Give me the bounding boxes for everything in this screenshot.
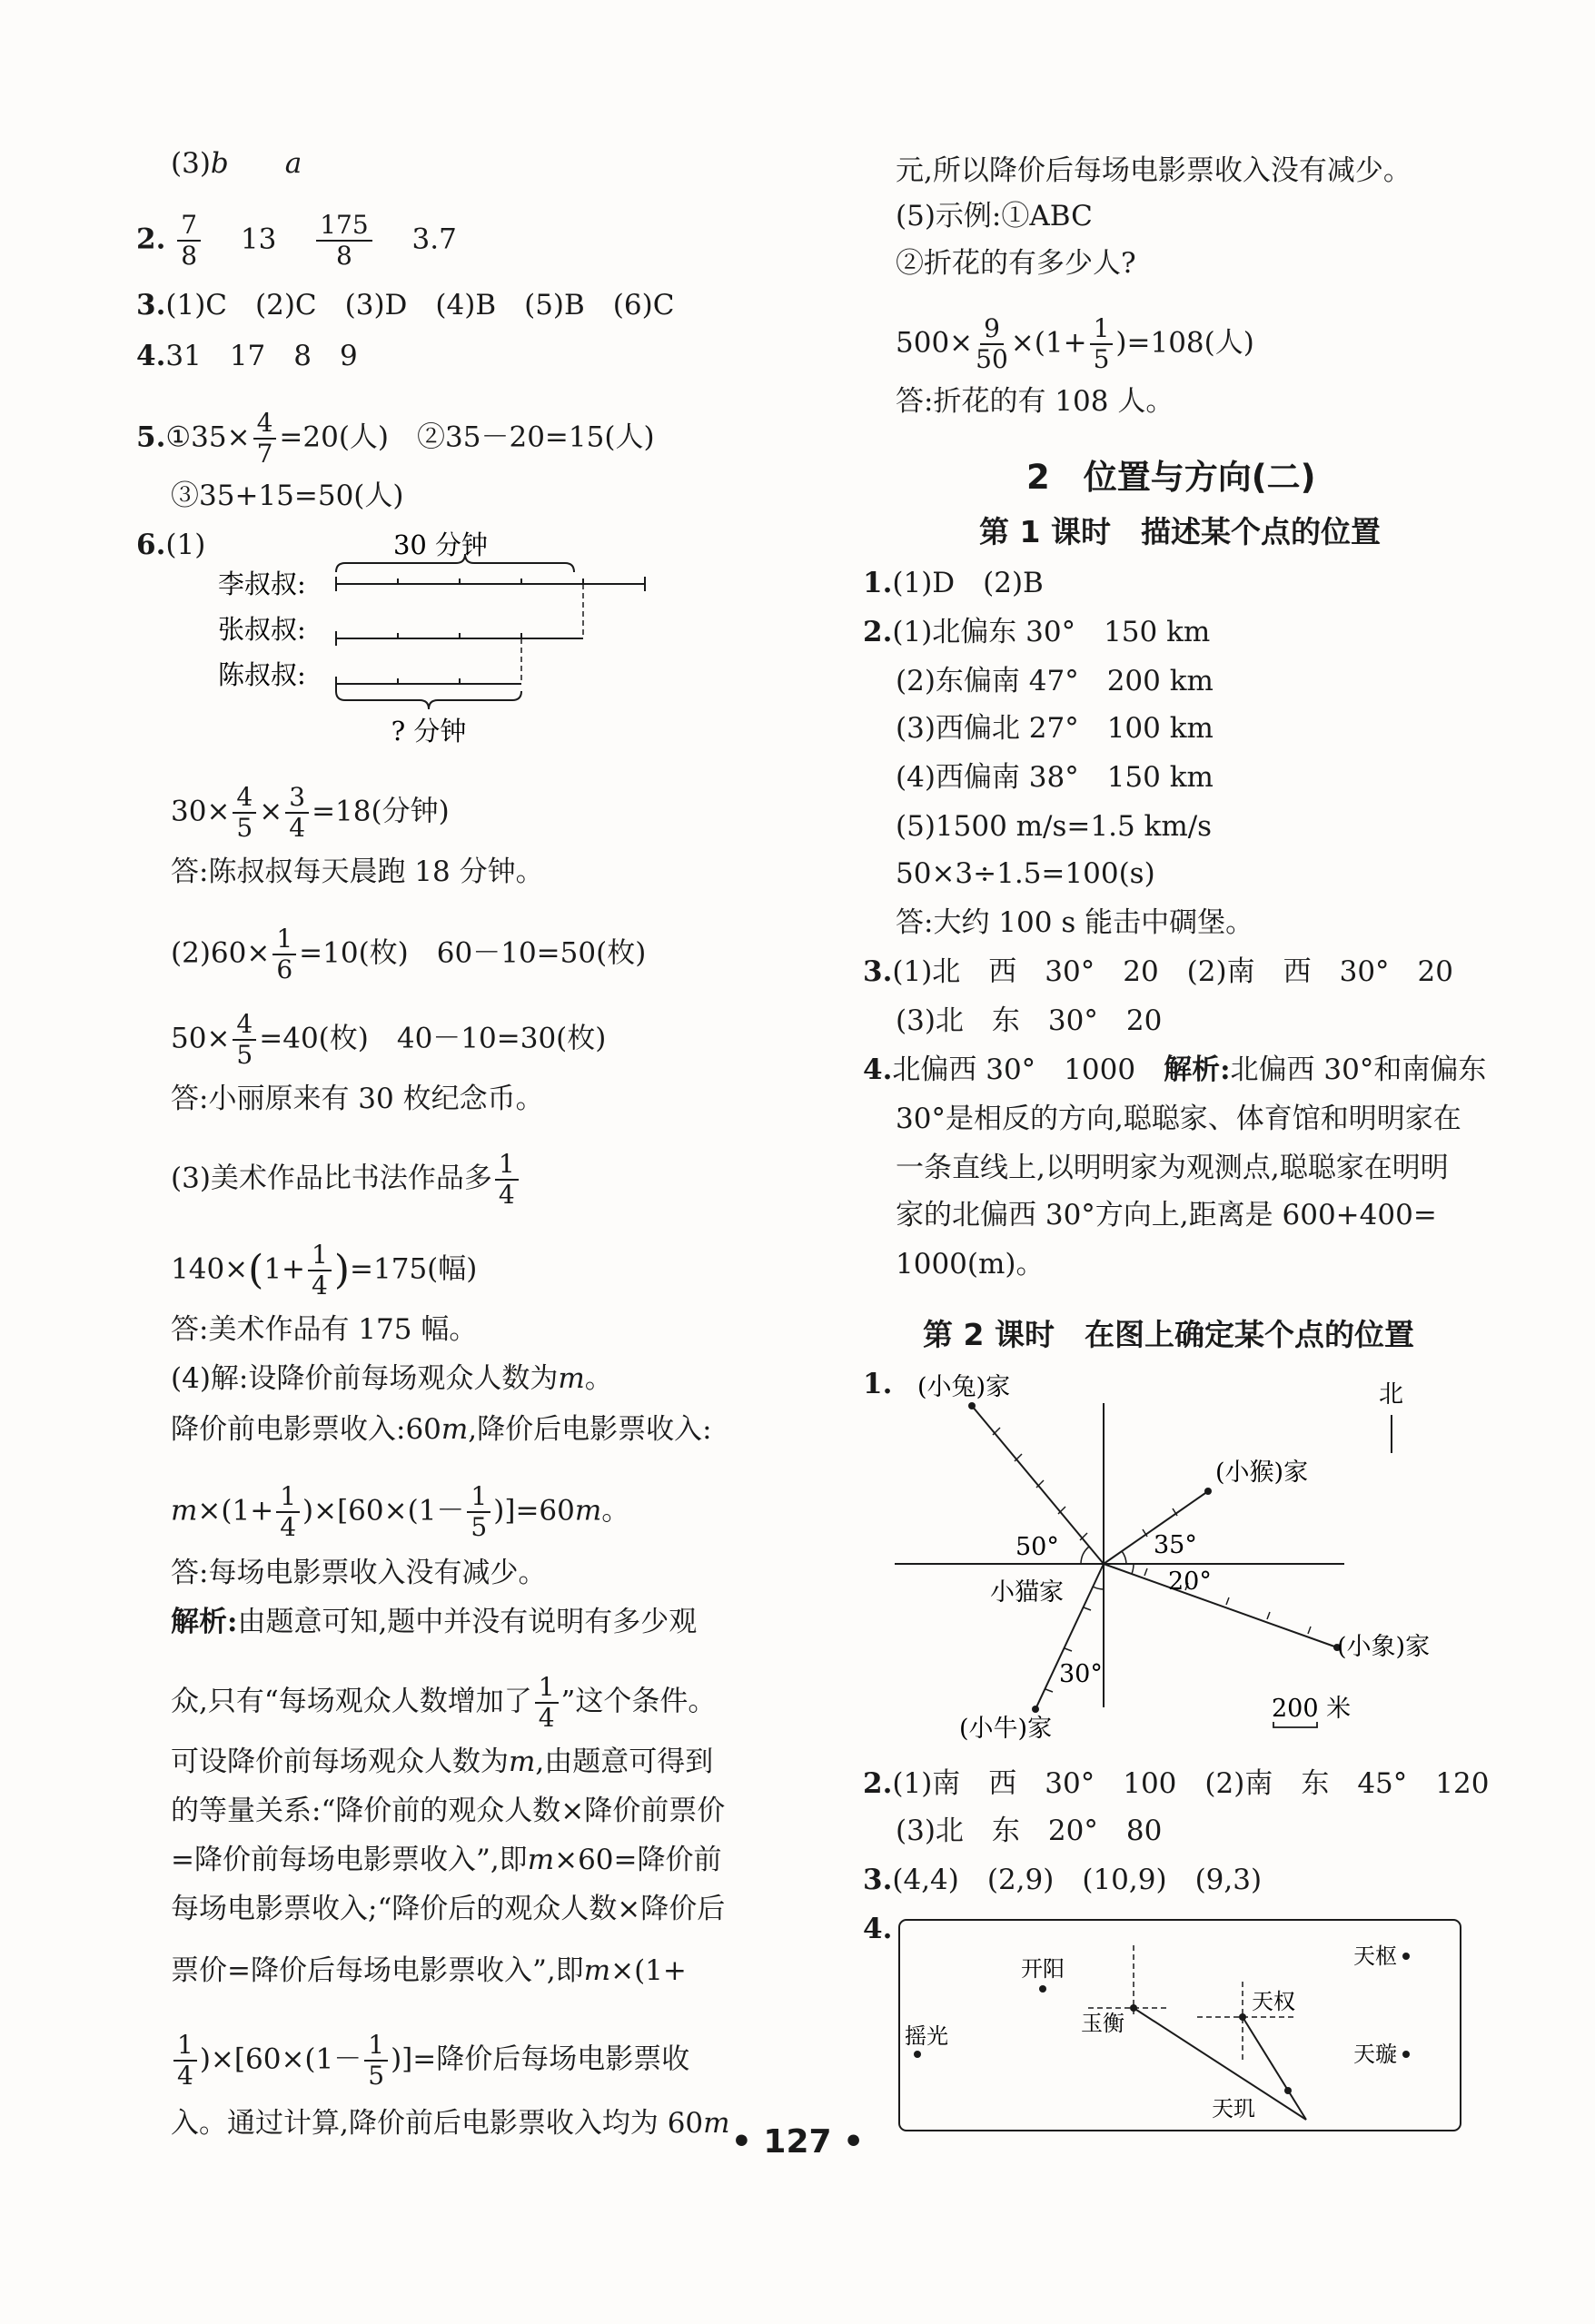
s2-line4: (4)西偏南 38° 150 km [896, 761, 1214, 794]
fraction: $\frac{4}{7}$ [253, 409, 277, 469]
section-heading: 2 位置与方向(二) [1026, 458, 1316, 497]
t2-line2: (3)北 东 20° 80 [896, 1815, 1163, 1847]
label-elephant: (小象)家 [1337, 1633, 1431, 1661]
row-label-chen: 陈叔叔: [218, 659, 306, 690]
r-line1: 元,所以降价后每场电影票收入没有减少。 [896, 154, 1412, 187]
explanation-line3: 可设降价前每场观众人数为m,由题意可得到 [171, 1745, 714, 1778]
fraction: $\frac{4}{5}$ [233, 783, 256, 843]
label-rabbit: (小兔)家 [917, 1373, 1011, 1401]
scale-label: 200 米 [1272, 1695, 1352, 1723]
s4-line5: 1000(m)。 [896, 1248, 1045, 1281]
star-yuheng: 玉衡 [1081, 2011, 1124, 2036]
q6-calc4: 140×(1+ $\frac{1}{4}$ )=175(幅) [171, 1240, 478, 1300]
s2-line6: 50×3÷1.5=100(s) [896, 857, 1155, 890]
explanation-line9: 入。通过计算,降价前后电影票收入均为 60m [171, 2107, 730, 2140]
angle-20: 20° [1168, 1567, 1212, 1596]
q6-calc2: (2)60× $\frac{1}{6}$ =10(枚) 60－10=50(枚) [171, 924, 647, 984]
explanation-line8: $\frac{1}{4}$ )×[60×(1－ $\frac{1}{5}$ )]=降价后每场电影票收 [171, 2031, 689, 2091]
t4-num: 4. [863, 1913, 893, 1945]
star-tianshu: 天枢 [1353, 1943, 1397, 1969]
fraction: $\frac{1}{6}$ [272, 925, 296, 984]
star-tianquan: 天权 [1252, 1989, 1295, 2014]
direction-diagram [872, 1362, 1471, 1762]
fraction: $\frac{4}{5}$ [233, 1010, 256, 1070]
q1-part3: (3)b a [171, 147, 302, 180]
star-kaiyang: 开阳 [1021, 1956, 1065, 1982]
segment-diagram [209, 522, 681, 758]
s2-line7: 答:大约 100 s 能击中碉堡。 [896, 906, 1254, 939]
explanation-line4: 的等量关系:“降价前的观众人数×降价前票价 [171, 1795, 726, 1827]
fraction: $\frac{1}{4}$ [535, 1673, 559, 1733]
fraction: $\frac{175}{8}$ [316, 211, 372, 271]
s2-line3: (3)西偏北 27° 100 km [896, 712, 1214, 745]
row-label-zhang: 张叔叔: [218, 614, 306, 645]
s4-line3: 一条直线上,以明明家为观测点,聪聪家在明明 [896, 1152, 1449, 1184]
fraction: $\frac{1}{4}$ [495, 1150, 519, 1210]
s4-line2: 30°是相反的方向,聪聪家、体育馆和明明家在 [896, 1103, 1461, 1135]
t1-num: 1. [863, 1368, 893, 1400]
t2-line1: 2.(1)南 西 30° 100 (2)南 东 45° 120 [863, 1767, 1490, 1800]
fraction: $\frac{1}{4}$ [276, 1482, 300, 1542]
fraction: $\frac{1}{4}$ [308, 1241, 332, 1300]
s2-line2: (2)东偏南 47° 200 km [896, 665, 1214, 697]
explanation-line1: 解析:由题意可知,题中并没有说明有多少观 [171, 1606, 698, 1638]
star-tianji: 天玑 [1212, 2096, 1255, 2121]
q5: 5.①35× $\frac{4}{7}$ =20(人) ②35－20=15(人) [136, 408, 655, 469]
r-line3: ②折花的有多少人? [896, 247, 1136, 280]
s4-line4: 家的北偏西 30°方向上,距离是 600+400= [896, 1199, 1437, 1231]
explanation-line7: 票价=降价后每场电影票收入”,即m×(1+ [171, 1954, 687, 1987]
angle-50: 50° [1015, 1533, 1059, 1561]
s2-line5: (5)1500 m/s=1.5 km/s [896, 810, 1213, 843]
fraction: $\frac{9}{50}$ [976, 313, 1008, 374]
q6-part4-line2: 降价前电影票收入:60m,降价后电影票收入: [171, 1413, 712, 1446]
q6-calc1: 30× $\frac{4}{5}$ × $\frac{3}{4}$ =18(分钟) [171, 782, 450, 843]
q6-part4-line3: m×(1+ $\frac{1}{4}$ )×[60×(1－ $\frac{1}{5}$ )]=60m。 [171, 1481, 630, 1542]
r-line4: 500× $\frac{9}{50}$ ×(1+ $\frac{1}{5}$ )=108(人) [896, 313, 1254, 374]
s4-line1: 4.北偏西 30° 1000 解析:北偏西 30°和南偏东 [863, 1053, 1487, 1086]
diagram-top-label: 30 分钟 [392, 529, 489, 560]
label-cat: 小猫家 [990, 1578, 1064, 1607]
t3: 3.(4,4) (2,9) (10,9) (9,3) [863, 1864, 1263, 1896]
star-tianxuan: 天璇 [1353, 2042, 1397, 2067]
explanation-line5: =降价前每场电影票收入”,即m×60=降价前 [171, 1844, 722, 1876]
angle-35: 35° [1154, 1531, 1197, 1559]
r-line5: 答:折花的有 108 人。 [896, 385, 1174, 418]
explanation-line6: 每场电影票收入;“降价后的观众人数×降价后 [171, 1893, 726, 1925]
explanation-line2: 众,只有“每场观众人数增加了 $\frac{1}{4}$ ”这个条件。 [171, 1672, 717, 1733]
q6-calc3: 50× $\frac{4}{5}$ =40(枚) 40－10=30(枚) [171, 1009, 607, 1070]
angle-30: 30° [1059, 1660, 1103, 1688]
star-map [897, 1918, 1464, 2136]
fraction: $\frac{3}{4}$ [285, 783, 309, 843]
fraction: $\frac{1}{5}$ [1090, 314, 1114, 374]
q6-part3: (3)美术作品比书法作品多 $\frac{1}{4}$ [171, 1150, 521, 1210]
fraction: $\frac{7}{8}$ [177, 211, 201, 271]
s3-line1: 3.(1)北 西 30° 20 (2)南 西 30° 20 [863, 955, 1453, 988]
lesson2-heading: 第 2 课时 在图上确定某个点的位置 [923, 1317, 1414, 1352]
s1: 1.(1)D (2)B [863, 567, 1044, 599]
q6-head: 6.(1) [136, 529, 206, 561]
q6-part4: (4)解:设降价前每场观众人数为m。 [171, 1362, 613, 1395]
page-number: • 127 • [730, 2123, 865, 2161]
s2-line1: 2.(1)北偏东 30° 150 km [863, 616, 1211, 648]
label-cow: (小牛)家 [959, 1715, 1053, 1743]
q3: 3.(1)C (2)C (3)D (4)B (5)B (6)C [136, 289, 675, 321]
q6-ans4: 答:每场电影票收入没有减少。 [171, 1557, 547, 1589]
s3-line2: (3)北 东 30° 20 [896, 1004, 1163, 1037]
label-north: 北 [1379, 1380, 1403, 1409]
diagram-bottom-label: ? 分钟 [391, 716, 467, 747]
q2: 2. $\frac{7}{8}$ 13 $\frac{175}{8}$ 3.7 [136, 210, 457, 271]
q6-ans2: 答:小丽原来有 30 枚纪念币。 [171, 1083, 544, 1115]
fraction: $\frac{1}{5}$ [364, 2031, 388, 2091]
q6-ans1: 答:陈叔叔每天晨跑 18 分钟。 [171, 855, 544, 888]
row-label-li: 李叔叔: [218, 569, 306, 599]
q4: 4.31 17 8 9 [136, 340, 358, 372]
fraction: $\frac{1}{4}$ [173, 2031, 197, 2091]
fraction: $\frac{1}{5}$ [467, 1482, 490, 1542]
q6-ans3: 答:美术作品有 175 幅。 [171, 1313, 478, 1346]
lesson1-heading: 第 1 课时 描述某个点的位置 [979, 514, 1381, 549]
q5-line2: ③35+15=50(人) [171, 480, 404, 512]
label-monkey: (小猴)家 [1215, 1459, 1309, 1487]
star-yaoguang: 摇光 [905, 2023, 948, 2049]
r-line2: (5)示例:①ABC [896, 200, 1093, 232]
